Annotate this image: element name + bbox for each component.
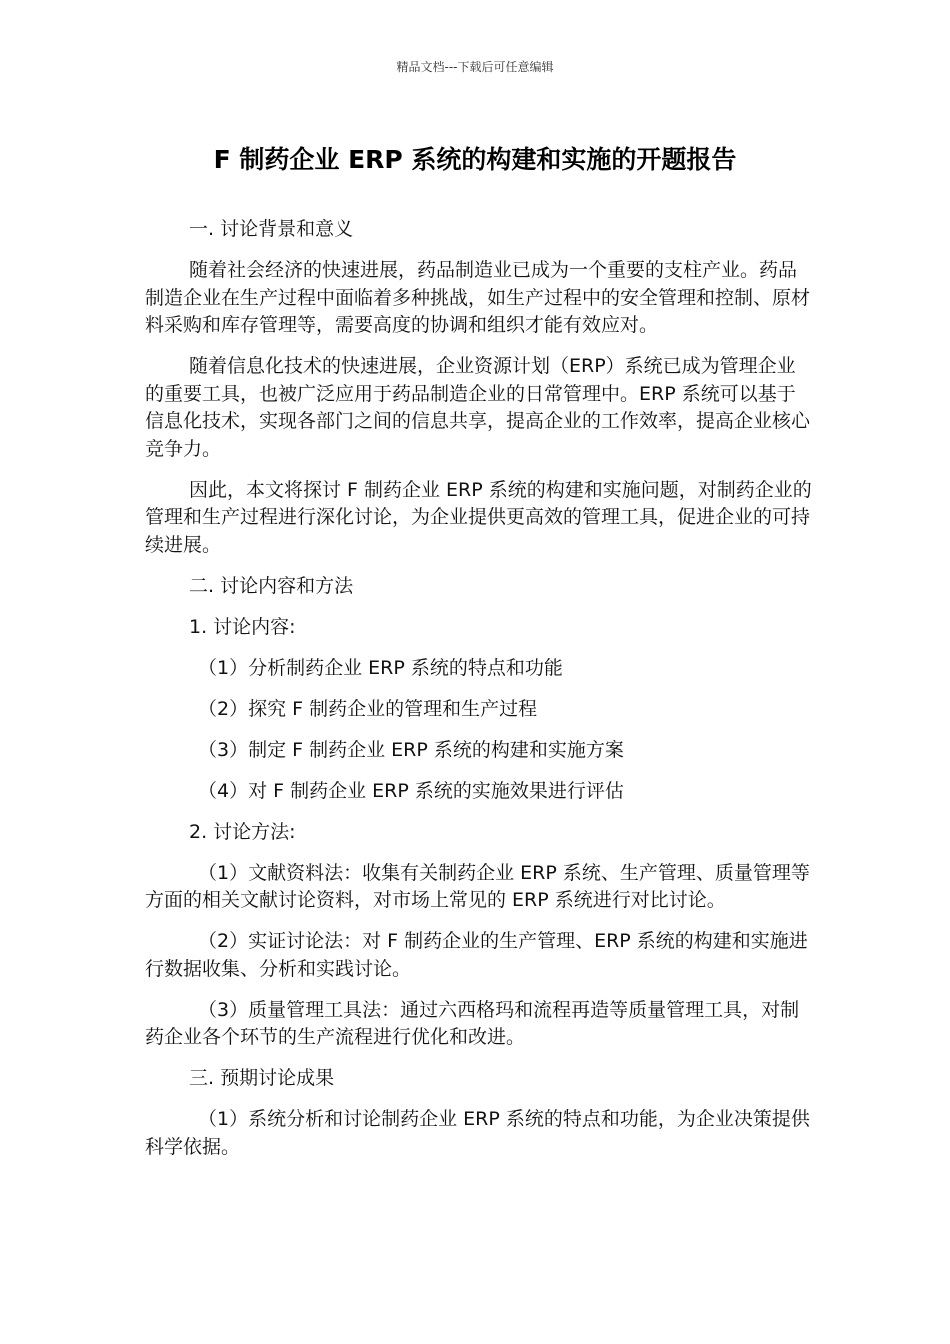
content-item: （2）探究 F 制药企业的管理和生产过程: [198, 697, 538, 720]
subheading-content: 1. 讨论内容:: [189, 615, 296, 638]
document-body: [145, 216, 813, 1175]
outcome-item: （1）系统分析和讨论制药企业 ERP 系统的特点和功能，为企业决策提供科学依据。: [145, 1108, 810, 1158]
method-item: （3）质量管理工具法：通过六西格玛和流程再造等质量管理工具，对制药企业各个环节的生产流程进行优化和改进。: [145, 998, 800, 1048]
content-item: （4）对 F 制药企业 ERP 系统的实施效果进行评估: [198, 779, 624, 802]
paragraph-industry: 随着社会经济的快速进展，药品制造业已成为一个重要的支柱产业。药品制造企业在生产过程中面临着多种挑战，如生产过程中的安全管理和控制、原材料采购和库存管理等，需要高度的协调和组织才能有效应对。: [145, 259, 811, 336]
section-heading-content-method: 二. 讨论内容和方法: [189, 574, 354, 597]
section-heading-outcomes: 三. 预期讨论成果: [189, 1067, 335, 1089]
section-heading-background: 一. 讨论背景和意义: [189, 218, 354, 240]
content-item: （1）分析制药企业 ERP 系统的特点和功能: [198, 656, 563, 679]
method-item: （2）实证讨论法：对 F 制药企业的生产管理、ERP 系统的构建和实施进行数据收集、分析和实践讨论。: [145, 930, 808, 980]
method-item: （1）文献资料法：收集有关制药企业 ERP 系统、生产管理、质量管理等方面的相关文献讨论资料，对市场上常见的 ERP 系统进行对比讨论。: [145, 861, 810, 911]
paragraph-erp: 随着信息化技术的快速进展，企业资源计划（ERP）系统已成为管理企业的重要工具，也被广泛应用于药品制造企业的日常管理中。ERP 系统可以基于信息化技术，实现各部门之间的信息共享，提高企业的工作效率，提高企业核心竞争力。: [145, 355, 811, 460]
header-watermark: 精品文档---下载后可任意编辑: [396, 60, 554, 74]
paragraph-purpose: 因此，本文将探讨 F 制药企业 ERP 系统的构建和实施问题，对制药企业的管理和生产过程进行深化讨论，为企业提供更高效的管理工具，促进企业的可持续进展。: [145, 478, 812, 556]
subheading-method: 2. 讨论方法:: [189, 820, 296, 843]
content-item: （3）制定 F 制药企业 ERP 系统的构建和实施方案: [198, 738, 624, 761]
document-title: F 制药企业 ERP 系统的构建和实施的开题报告: [213, 145, 737, 174]
